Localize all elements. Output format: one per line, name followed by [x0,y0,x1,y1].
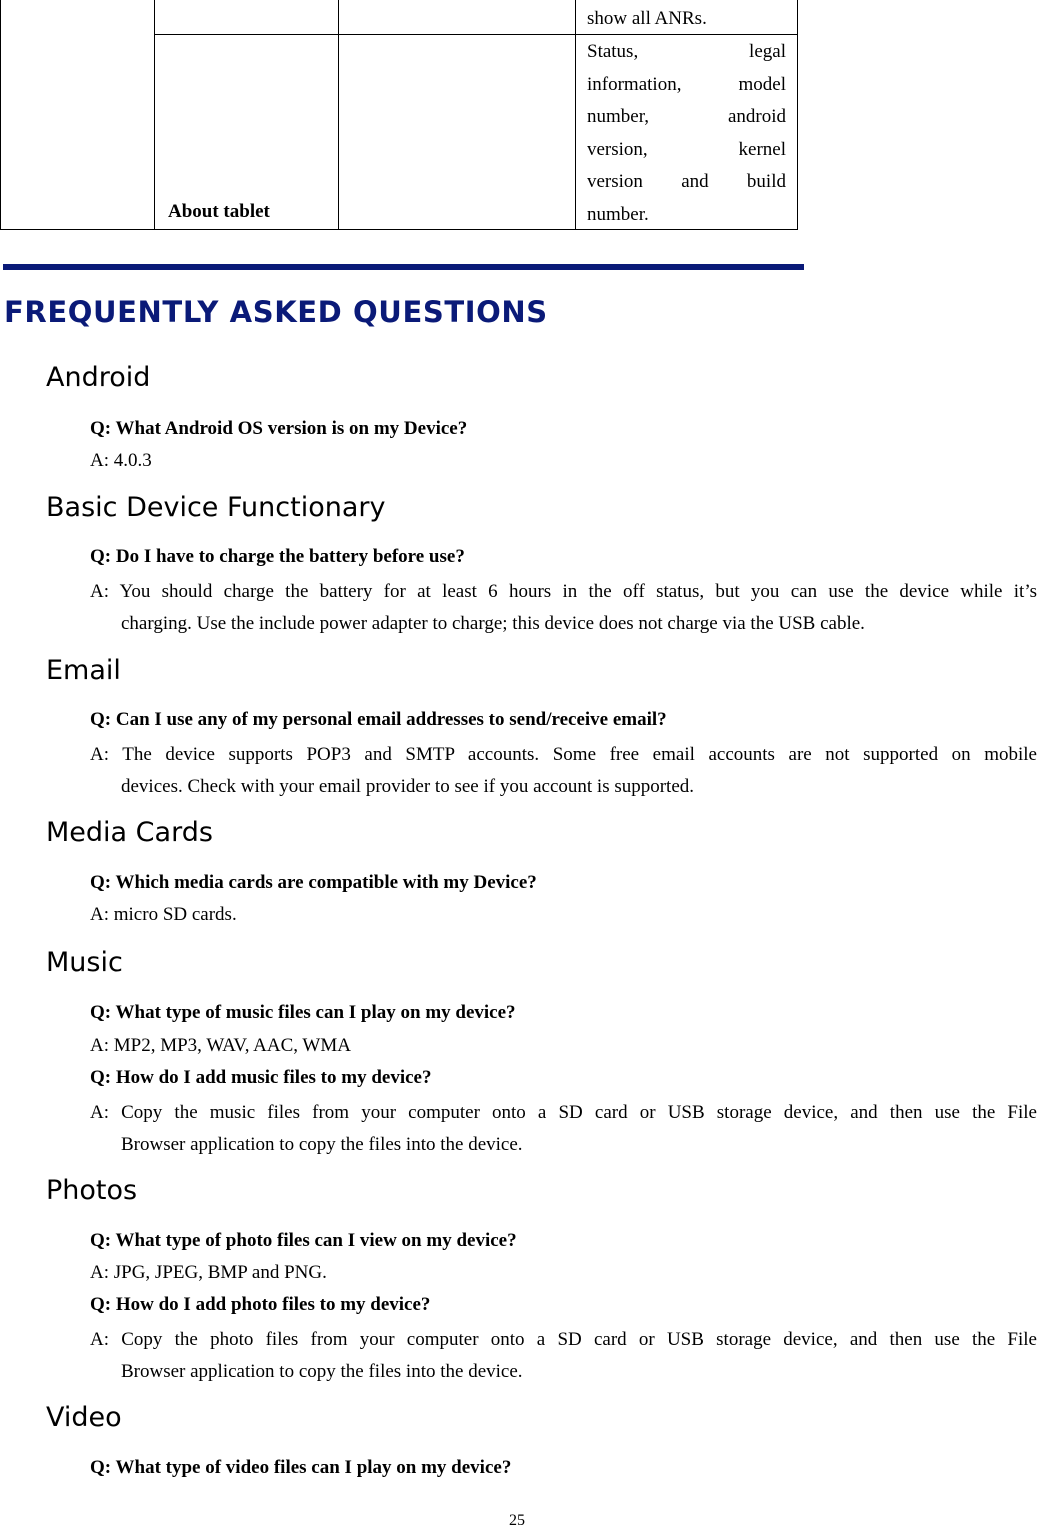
faq-question: Q: Do I have to charge the battery before use? [90,546,465,567]
about-desc-line: version, kernel [587,138,786,160]
section-heading-music: Music [46,947,123,978]
faq-question: Q: What type of music files can I play on my device? [90,1002,516,1023]
about-desc-line: information, model [587,73,786,95]
faq-answer: A: micro SD cards. [90,904,237,925]
table-cell-about-tablet: About tablet [168,201,270,222]
about-desc-line: number. [587,203,649,225]
about-desc-line: number, android [587,106,786,128]
faq-answer-line: A: The device supports POP3 and SMTP accounts. Some free email accounts are not supported on mobile [90,744,1037,765]
faq-answer-line: A: Copy the photo files from your computer onto a SD card or USB storage device, and then use the File [90,1329,1037,1350]
faq-question: Q: What type of photo files can I view on my device? [90,1230,517,1251]
faq-question: Q: What type of video files can I play on my device? [90,1457,512,1478]
table-cell-anrs: show all ANRs. [587,8,707,29]
faq-answer: A: JPG, JPEG, BMP and PNG. [90,1262,327,1283]
faq-answer-line: charging. Use the include power adapter to charge; this device does not charge via the USB cable. [121,613,865,634]
about-desc-line: Status, legal [587,41,786,62]
faq-answer-line: Browser application to copy the files into the device. [121,1134,523,1155]
section-heading-video: Video [46,1402,122,1433]
section-heading-photos: Photos [46,1175,138,1206]
faq-answer-line: A: You should charge the battery for at least 6 hours in the off status, but you can use the device while it’s [90,581,1037,602]
faq-answer: A: MP2, MP3, WAV, AAC, WMA [90,1035,351,1056]
faq-answer-line: A: Copy the music files from your computer onto a SD card or USB storage device, and then use the File [90,1102,1037,1123]
faq-answer [90,1097,1037,1161]
faq-question: Q: How do I add music files to my device? [90,1067,432,1088]
about-desc-line: version and build [587,171,786,193]
faq-answer [90,1324,1037,1388]
faq-question: Q: Which media cards are compatible with my Device? [90,872,537,893]
section-heading-email: Email [46,655,121,686]
faq-answer [90,576,1037,640]
faq-question: Q: What Android OS version is on my Device? [90,418,468,439]
page-title: FREQUENTLY ASKED QUESTIONS [4,295,548,329]
table-border-left [0,0,1,230]
faq-question: Q: Can I use any of my personal email addresses to send/receive email? [90,709,667,730]
faq-answer [90,739,1037,803]
faq-question: Q: How do I add photo files to my device? [90,1294,431,1315]
faq-answer-line: Browser application to copy the files into the device. [121,1361,523,1382]
table-cell-about-description [587,36,786,232]
section-heading-basic: Basic Device Functionary [46,492,386,523]
section-heading-media-cards: Media Cards [46,817,213,848]
faq-answer-line: devices. Check with your email provider to see if you account is supported. [121,776,695,797]
section-divider [3,264,804,270]
faq-answer: A: 4.0.3 [90,450,152,471]
page-number: 25 [509,1512,525,1529]
section-heading-android: Android [46,362,151,393]
settings-table [0,0,799,230]
